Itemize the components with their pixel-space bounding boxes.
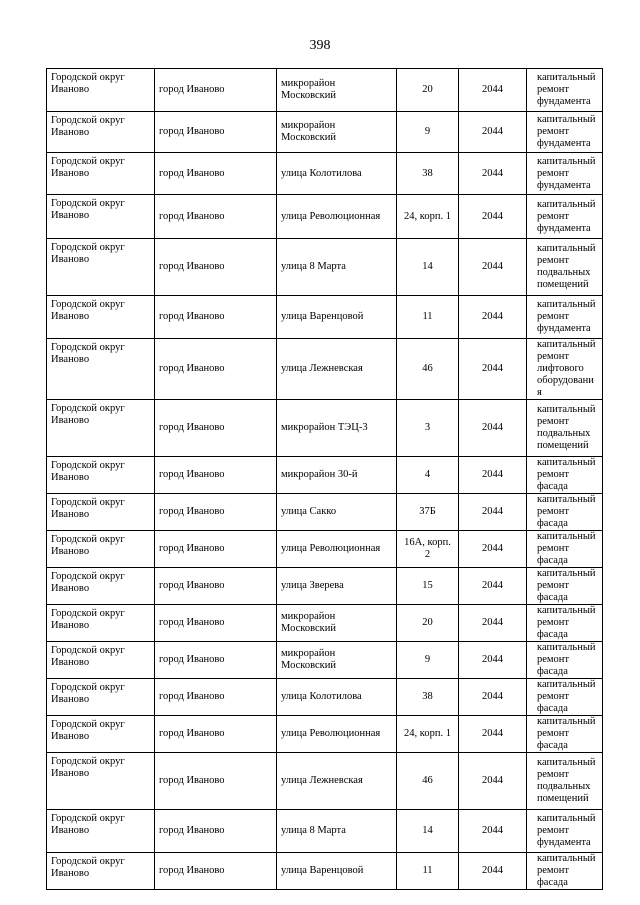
cell-municipality: Городской округ Иваново <box>47 531 155 568</box>
cell-house: 24, корп. 1 <box>397 195 459 239</box>
cell-settlement: город Иваново <box>155 753 277 810</box>
table-row <box>47 810 603 853</box>
table-row <box>47 69 603 112</box>
cell-municipality: Городской округ Иваново <box>47 853 155 890</box>
table-row <box>47 112 603 153</box>
table-row <box>47 296 603 339</box>
cell-work: капитальный ремонт фасада <box>527 568 603 605</box>
cell-street: микрорайон Московский <box>277 112 397 153</box>
table-row <box>47 494 603 531</box>
cell-municipality: Городской округ Иваново <box>47 753 155 810</box>
table-row <box>47 457 603 494</box>
cell-settlement: город Иваново <box>155 494 277 531</box>
cell-work: капитальный ремонт фундамента <box>527 195 603 239</box>
cell-settlement: город Иваново <box>155 679 277 716</box>
cell-street: микрорайон Московский <box>277 642 397 679</box>
cell-work: капитальный ремонт подвальных помещений <box>527 239 603 296</box>
cell-municipality: Городской округ Иваново <box>47 457 155 494</box>
table-row <box>47 195 603 239</box>
cell-municipality: Городской округ Иваново <box>47 716 155 753</box>
cell-work: капитальный ремонт фундамента <box>527 69 603 112</box>
cell-street: улица Колотилова <box>277 679 397 716</box>
cell-house: 14 <box>397 810 459 853</box>
cell-year: 2044 <box>459 339 527 400</box>
cell-work: капитальный ремонт фундамента <box>527 153 603 195</box>
cell-year: 2044 <box>459 195 527 239</box>
cell-municipality: Городской округ Иваново <box>47 810 155 853</box>
cell-street: улица Варенцовой <box>277 296 397 339</box>
cell-year: 2044 <box>459 531 527 568</box>
cell-year: 2044 <box>459 400 527 457</box>
cell-year: 2044 <box>459 153 527 195</box>
cell-municipality: Городской округ Иваново <box>47 239 155 296</box>
cell-street: улица Варенцовой <box>277 853 397 890</box>
cell-year: 2044 <box>459 457 527 494</box>
cell-street: улица Сакко <box>277 494 397 531</box>
cell-work: капитальный ремонт фасада <box>527 457 603 494</box>
cell-street: улица Зверева <box>277 568 397 605</box>
cell-street: микрорайон Московский <box>277 69 397 112</box>
cell-municipality: Городской округ Иваново <box>47 296 155 339</box>
cell-municipality: Городской округ Иваново <box>47 339 155 400</box>
cell-municipality: Городской округ Иваново <box>47 568 155 605</box>
cell-house: 46 <box>397 753 459 810</box>
cell-settlement: город Иваново <box>155 642 277 679</box>
cell-year: 2044 <box>459 112 527 153</box>
cell-house: 20 <box>397 69 459 112</box>
cell-year: 2044 <box>459 853 527 890</box>
cell-year: 2044 <box>459 679 527 716</box>
cell-settlement: город Иваново <box>155 69 277 112</box>
cell-year: 2044 <box>459 810 527 853</box>
cell-municipality: Городской округ Иваново <box>47 153 155 195</box>
table-row <box>47 716 603 753</box>
cell-settlement: город Иваново <box>155 195 277 239</box>
cell-work: капитальный ремонт фасада <box>527 642 603 679</box>
table-row <box>47 400 603 457</box>
cell-house: 38 <box>397 153 459 195</box>
cell-year: 2044 <box>459 296 527 339</box>
cell-settlement: город Иваново <box>155 339 277 400</box>
cell-municipality: Городской округ Иваново <box>47 69 155 112</box>
cell-municipality: Городской округ Иваново <box>47 494 155 531</box>
cell-settlement: город Иваново <box>155 239 277 296</box>
cell-work: капитальный ремонт фасада <box>527 716 603 753</box>
table-body <box>47 69 603 890</box>
cell-street: улица Революционная <box>277 531 397 568</box>
cell-work: капитальный ремонт фасада <box>527 531 603 568</box>
cell-settlement: город Иваново <box>155 112 277 153</box>
table-row <box>47 568 603 605</box>
cell-year: 2044 <box>459 69 527 112</box>
cell-street: улица 8 Марта <box>277 810 397 853</box>
cell-street: микрорайон ТЭЦ-3 <box>277 400 397 457</box>
cell-year: 2044 <box>459 494 527 531</box>
cell-work: капитальный ремонт подвальных помещений <box>527 400 603 457</box>
cell-work: капитальный ремонт фундамента <box>527 296 603 339</box>
cell-house: 4 <box>397 457 459 494</box>
cell-street: улица Революционная <box>277 195 397 239</box>
cell-street: микрорайон 30-й <box>277 457 397 494</box>
cell-street: улица 8 Марта <box>277 239 397 296</box>
cell-municipality: Городской округ Иваново <box>47 400 155 457</box>
cell-work: капитальный ремонт фасада <box>527 494 603 531</box>
cell-year: 2044 <box>459 605 527 642</box>
cell-settlement: город Иваново <box>155 296 277 339</box>
cell-house: 9 <box>397 642 459 679</box>
cell-work: капитальный ремонт подвальных помещений <box>527 753 603 810</box>
cell-house: 15 <box>397 568 459 605</box>
cell-year: 2044 <box>459 239 527 296</box>
cell-settlement: город Иваново <box>155 400 277 457</box>
cell-house: 38 <box>397 679 459 716</box>
page-number: 398 <box>309 38 331 53</box>
cell-work: капитальный ремонт лифтового оборудования <box>527 339 603 400</box>
cell-house: 11 <box>397 296 459 339</box>
cell-settlement: город Иваново <box>155 853 277 890</box>
cell-street: микрорайон Московский <box>277 605 397 642</box>
cell-house: 3 <box>397 400 459 457</box>
cell-year: 2044 <box>459 568 527 605</box>
table-row <box>47 153 603 195</box>
cell-work: капитальный ремонт фасада <box>527 605 603 642</box>
cell-municipality: Городской округ Иваново <box>47 679 155 716</box>
cell-work: капитальный ремонт фасада <box>527 679 603 716</box>
cell-settlement: город Иваново <box>155 810 277 853</box>
cell-house: 14 <box>397 239 459 296</box>
cell-year: 2044 <box>459 642 527 679</box>
table-row <box>47 531 603 568</box>
cell-house: 20 <box>397 605 459 642</box>
cell-street: улица Колотилова <box>277 153 397 195</box>
cell-municipality: Городской округ Иваново <box>47 605 155 642</box>
table-row <box>47 642 603 679</box>
cell-work: капитальный ремонт фасада <box>527 853 603 890</box>
cell-house: 16А, корп. 2 <box>397 531 459 568</box>
table-row <box>47 339 603 400</box>
cell-year: 2044 <box>459 716 527 753</box>
cell-year: 2044 <box>459 753 527 810</box>
cell-work: капитальный ремонт фундамента <box>527 112 603 153</box>
cell-house: 46 <box>397 339 459 400</box>
cell-house: 11 <box>397 853 459 890</box>
cell-settlement: город Иваново <box>155 153 277 195</box>
cell-house: 37Б <box>397 494 459 531</box>
cell-street: улица Лежневская <box>277 339 397 400</box>
cell-settlement: город Иваново <box>155 605 277 642</box>
cell-house: 24, корп. 1 <box>397 716 459 753</box>
table-row <box>47 753 603 810</box>
cell-settlement: город Иваново <box>155 716 277 753</box>
repair-schedule-table <box>46 68 603 890</box>
cell-work: капитальный ремонт фундамента <box>527 810 603 853</box>
cell-street: улица Революционная <box>277 716 397 753</box>
cell-settlement: город Иваново <box>155 457 277 494</box>
cell-street: улица Лежневская <box>277 753 397 810</box>
cell-settlement: город Иваново <box>155 531 277 568</box>
table-row <box>47 239 603 296</box>
cell-house: 9 <box>397 112 459 153</box>
cell-municipality: Городской округ Иваново <box>47 642 155 679</box>
cell-municipality: Городской округ Иваново <box>47 112 155 153</box>
cell-settlement: город Иваново <box>155 568 277 605</box>
cell-municipality: Городской округ Иваново <box>47 195 155 239</box>
table-row <box>47 853 603 890</box>
table-row <box>47 679 603 716</box>
table-row <box>47 605 603 642</box>
